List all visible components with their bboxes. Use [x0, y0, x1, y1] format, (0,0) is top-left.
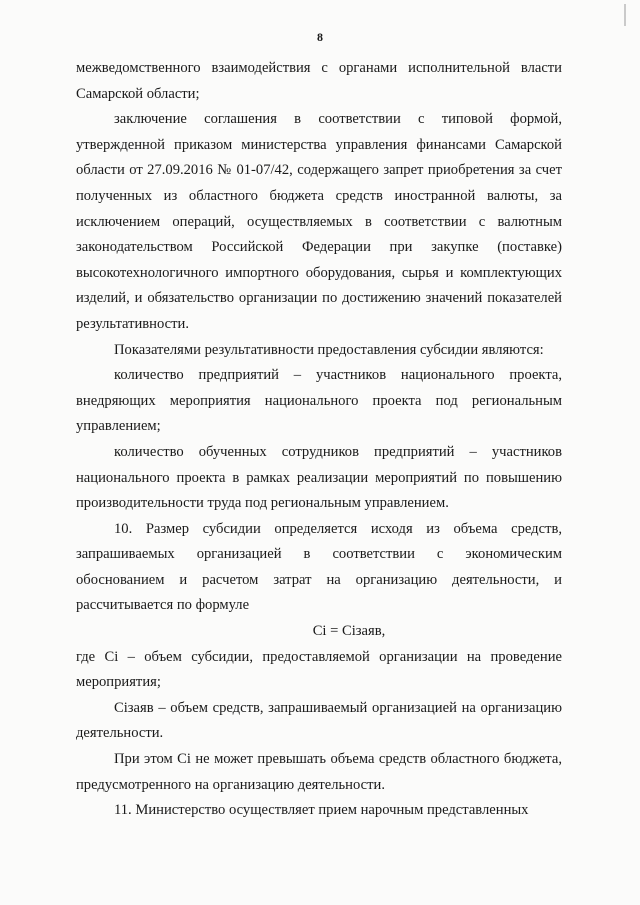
paragraph-subsidy-limit: При этом Сi не может превышать объема средств областного бюджета, предусмотренного на организацию деятельности.: [76, 751, 562, 793]
paragraph-indicators-intro: Показателями результативности предоставления субсидии являются:: [114, 341, 544, 358]
subsidy-formula: Сi = Сiзаяв,: [312, 623, 386, 640]
paragraph-agreement: заключение соглашения в соответствии с типовой формой, утвержденной приказом министерства управления финансами Самарской области от 27.09.2016 № 01-07/42, содержащего запрет приобретения за счет полученных из областного бюджета средств иностранной валюты, за исключением операций, осуществляемых в соответствии с валютным законодательством Российской Федерации при закупке (поставке) высокотехнологичного импортного оборудования, сырья и комплектующих изделий, и обязательство организации по достижению значений показателей результативности.: [76, 111, 562, 332]
paragraph-formula-where: где Сi – объем субсидии, предоставляемой организации на проведение мероприятия;: [76, 648, 562, 691]
paragraph-interagency: межведомственного взаимодействия с органами исполнительной власти Самарской области;: [76, 60, 562, 102]
paragraph-indicator-enterprises: количество предприятий – участников национального проекта, внедряющих мероприятия национального проекта под региональным управлением;: [76, 367, 562, 435]
scan-edge-mark: [624, 4, 626, 26]
paragraph-indicator-employees: количество обученных сотрудников предприятий – участников национального проекта в рамках реализации мероприятий по повышению производительности труда под региональным управлением.: [76, 443, 562, 512]
paragraph-clause-11: 11. Министерство осуществляет прием нарочным представленных: [114, 802, 529, 819]
paragraph-formula-definition: Сiзаяв – объем средств, запрашиваемый организацией на организацию деятельности.: [76, 699, 562, 742]
document-body: [76, 56, 562, 824]
paragraph-clause-10: 10. Размер субсидии определяется исходя из объема средств, запрашиваемых организацией в соответствии с экономическим обоснованием и расчетом затрат на организацию деятельности, и рассчитывается по формуле: [76, 520, 562, 614]
page-number: 8: [317, 30, 323, 44]
